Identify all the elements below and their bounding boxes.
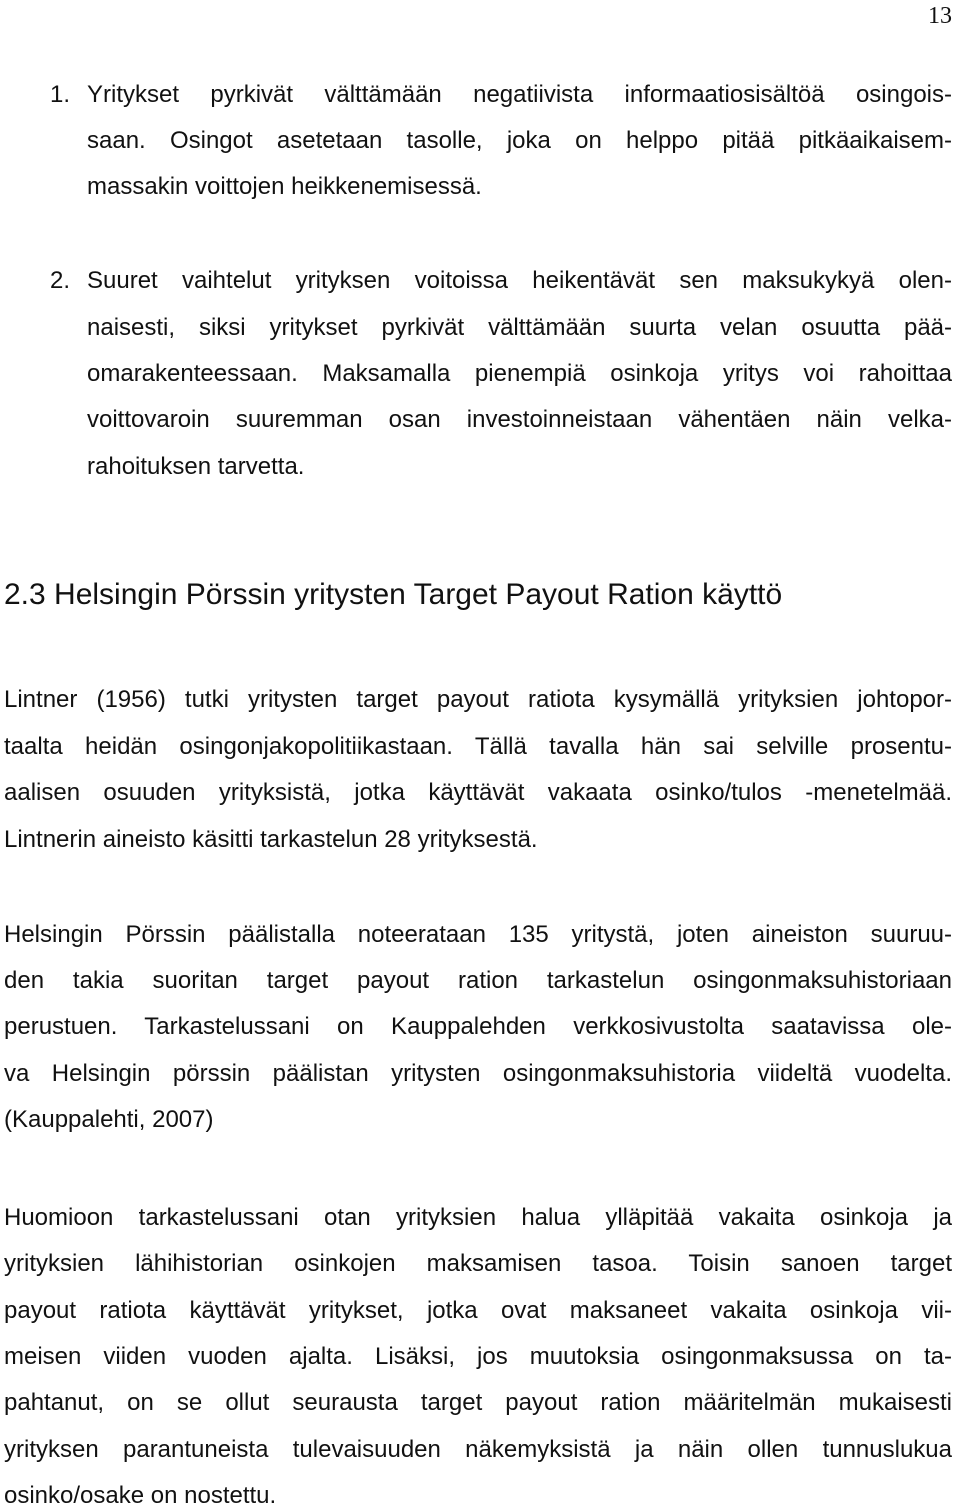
- list-item-line: rahoituksen tarvetta.: [87, 453, 305, 480]
- paragraph-line: Helsingin Pörssin päälistalla noteerataan 135 yritystä, joten aineiston suuruu-: [4, 921, 952, 948]
- paragraph-line: (Kauppalehti, 2007): [4, 1106, 214, 1133]
- section-heading: 2.3 Helsingin Pörssin yritysten Target Payout Ration käyttö: [4, 578, 783, 611]
- list-marker: 2.: [50, 267, 71, 294]
- list-item-line: saan. Osingot asetetaan tasolle, joka on helppo pitää pitkäaikaisem-: [87, 127, 952, 154]
- list-item-line: omarakenteessaan. Maksamalla pienempiä osinkoja yritys voi rahoittaa: [87, 360, 952, 387]
- paragraph-line: payout ratiota käyttävät yritykset, jotka ovat maksaneet vakaita osinkoja vii-: [4, 1297, 952, 1324]
- paragraph-line: pahtanut, on se ollut seurausta target payout ration määritelmän mukaisesti: [4, 1389, 952, 1416]
- paragraph-line: osinko/osake on nostettu.: [4, 1482, 277, 1509]
- paragraph-line: yrityksien lähihistorian osinkojen maksamisen tasoa. Toisin sanoen target: [4, 1250, 952, 1277]
- list-marker: 1.: [50, 81, 71, 108]
- paragraph-line: va Helsingin pörssin päälistan yritysten osingonmaksuhistoria viideltä vuodelta.: [4, 1060, 952, 1087]
- page-number: 13: [928, 3, 952, 29]
- paragraph-line: meisen viiden vuoden ajalta. Lisäksi, jos muutoksia osingonmaksussa on ta-: [4, 1343, 952, 1370]
- paragraph-line: yrityksen parantuneista tulevaisuuden näkemyksistä ja näin ollen tunnuslukua: [4, 1436, 952, 1463]
- paragraph-line: taalta heidän osingonjakopolitiikastaan. Tällä tavalla hän sai selville prosentu-: [4, 733, 952, 760]
- list-item-line: naisesti, siksi yritykset pyrkivät välttämään suurta velan osuutta pää-: [87, 314, 952, 341]
- paragraph-line: Huomioon tarkastelussani otan yrityksien halua ylläpitää vakaita osinkoja ja: [4, 1204, 952, 1231]
- paragraph-line: Lintner (1956) tutki yritysten target payout ratiota kysymällä yrityksien johtopor-: [4, 686, 952, 713]
- paragraph-line: perustuen. Tarkastelussani on Kauppalehden verkkosivustolta saatavissa ole-: [4, 1013, 952, 1040]
- paragraph-line: Lintnerin aineisto käsitti tarkastelun 28 yrityksestä.: [4, 826, 538, 853]
- paragraph-line: den takia suoritan target payout ration tarkastelun osingonmaksuhistoriaan: [4, 967, 952, 994]
- paragraph-line: aalisen osuuden yrityksistä, jotka käyttävät vakaata osinko/tulos -menetelmää.: [4, 779, 952, 806]
- list-item-line: Yritykset pyrkivät välttämään negatiivista informaatiosisältöä osingois-: [87, 81, 952, 108]
- list-item-line: voittovaroin suuremman osan investoinneistaan vähentäen näin velka-: [87, 406, 952, 433]
- list-item-line: Suuret vaihtelut yrityksen voitoissa heikentävät sen maksukykyä olen-: [87, 267, 952, 294]
- list-item-line: massakin voittojen heikkenemisessä.: [87, 173, 482, 200]
